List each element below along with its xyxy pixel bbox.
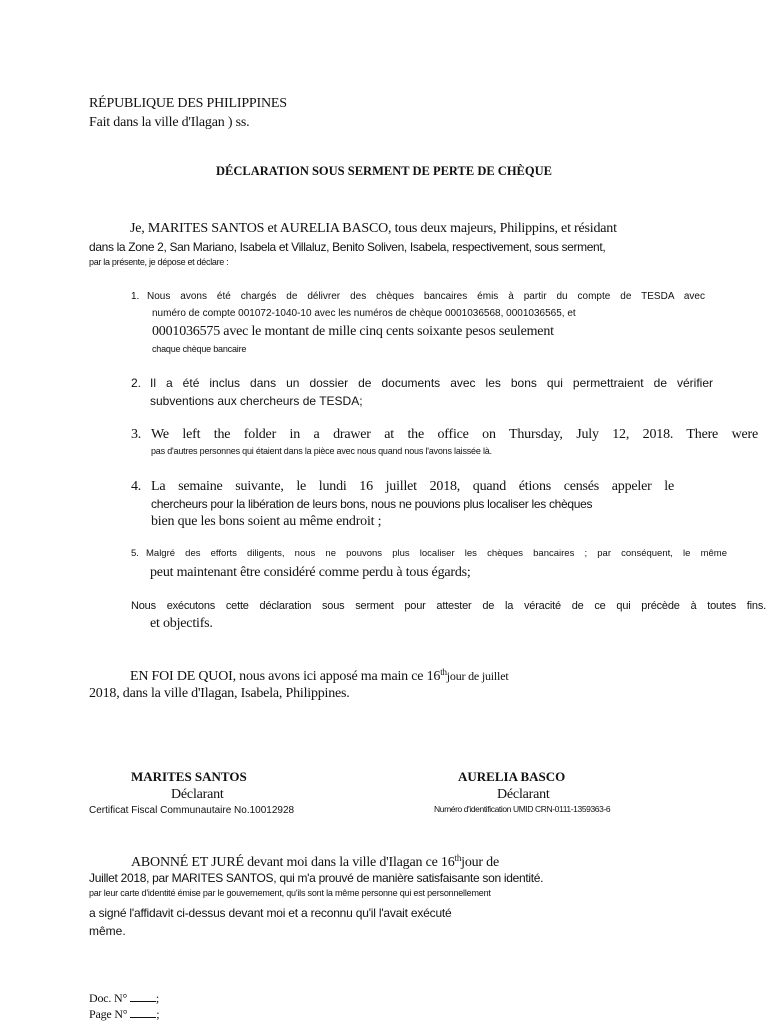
item-1-line-1: Nous avons été chargés de délivrer des chèques bancaires émis à partir du compte de TESDA avec: [147, 291, 705, 302]
jurat-line-2: Juillet 2018, par MARITES SANTOS, qui m'a prouvé de manière satisfaisante son identité.: [89, 871, 544, 885]
item-1-line-4: chaque chèque bancaire: [152, 344, 247, 354]
item-5-line-2: peut maintenant être considéré comme perdu à tous égards;: [150, 565, 471, 580]
item-4-line-3: bien que les bons soient au même endroit ;: [151, 514, 382, 529]
item-4-line-1: La semaine suivante, le lundi 16 juillet 2018, quand étions censés appeler le: [151, 479, 674, 494]
republic-heading: RÉPUBLIQUE DES PHILIPPINES: [89, 96, 287, 111]
item-1-line-2: numéro de compte 001072-1040-10 avec les numéros de chèque 0001036568, 0001036565, et: [152, 308, 576, 319]
jurat-line-1: ABONNÉ ET JURÉ devant moi dans la ville d'Ilagan ce 16thjour de: [131, 853, 499, 870]
page-number-field: Page N° ;: [89, 1007, 160, 1021]
document-title: DÉCLARATION SOUS SERMENT DE PERTE DE CHÈQUE: [216, 164, 552, 178]
jurat-line-4: a signé l'affidavit ci-dessus devant moi et a reconnu qu'il l'avait exécuté: [89, 906, 452, 920]
item-4-line-2: chercheurs pour la libération de leurs bons, nous ne pouvions plus localiser les chèques: [151, 497, 593, 511]
jurat-line-5: même.: [89, 924, 126, 938]
intro-line-2: dans la Zone 2, San Mariano, Isabela et Villaluz, Benito Soliven, Isabela, respectivement, sous serment,: [89, 240, 606, 254]
signatory-left-name: MARITES SANTOS: [131, 769, 247, 784]
purpose-line-2: et objectifs.: [150, 616, 213, 631]
item-3-number: 3.: [131, 427, 142, 442]
intro-line-1: Je, MARITES SANTOS et AURELIA BASCO, tous deux majeurs, Philippins, et résidant: [130, 221, 617, 236]
witness-line-2: 2018, dans la ville d'Ilagan, Isabela, Philippines.: [89, 686, 350, 701]
jurat-line-3: par leur carte d'identité émise par le gouvernement, qu'ils sont la même personne qui est personnellement: [89, 888, 491, 898]
item-2-line-1: Il a été inclus dans un dossier de documents avec les bons qui permettraient de vérifier: [150, 376, 713, 390]
signatory-left-id: Certificat Fiscal Communautaire No.10012928: [89, 805, 295, 816]
witness-line-1: EN FOI DE QUOI, nous avons ici apposé ma main ce 16thjour de juillet: [130, 667, 509, 684]
signatory-left-role: Déclarant: [171, 787, 224, 802]
item-3-line-2: pas d'autres personnes qui étaient dans la pièce avec nous quand nous l'avons laissée là.: [151, 446, 492, 456]
intro-line-3: par la présente, je dépose et déclare :: [89, 257, 229, 267]
signatory-right-id: Numéro d'identification UMID CRN-0111-1359363-6: [434, 804, 611, 814]
doc-number-blank: [130, 990, 156, 1002]
doc-number-field: Doc. N° ;: [89, 991, 160, 1005]
item-5-number: 5.: [131, 548, 139, 559]
item-4-number: 4.: [131, 479, 142, 494]
signatory-right-role: Déclarant: [497, 787, 550, 802]
item-2-number: 2.: [131, 376, 142, 390]
item-5-line-1: Malgré des efforts diligents, nous ne pouvons plus localiser les chèques bancaires ; par conséquent, le même: [146, 548, 727, 559]
item-1-line-3: 0001036575 avec le montant de mille cinq cents soixante pesos seulement: [152, 324, 554, 339]
item-3-line-1: We left the folder in a drawer at the office on Thursday, July 12, 2018. There were: [151, 427, 758, 442]
signatory-right-name: AURELIA BASCO: [458, 769, 566, 784]
item-2-line-2: subventions aux chercheurs de TESDA;: [150, 394, 363, 408]
item-1-number: 1.: [131, 291, 140, 302]
venue-line: Fait dans la ville d'Ilagan ) ss.: [89, 115, 250, 130]
purpose-line-1: Nous exécutons cette déclaration sous serment pour attester de la véracité de ce qui précède à toutes fins.: [131, 600, 766, 612]
page-number-blank: [130, 1006, 156, 1018]
